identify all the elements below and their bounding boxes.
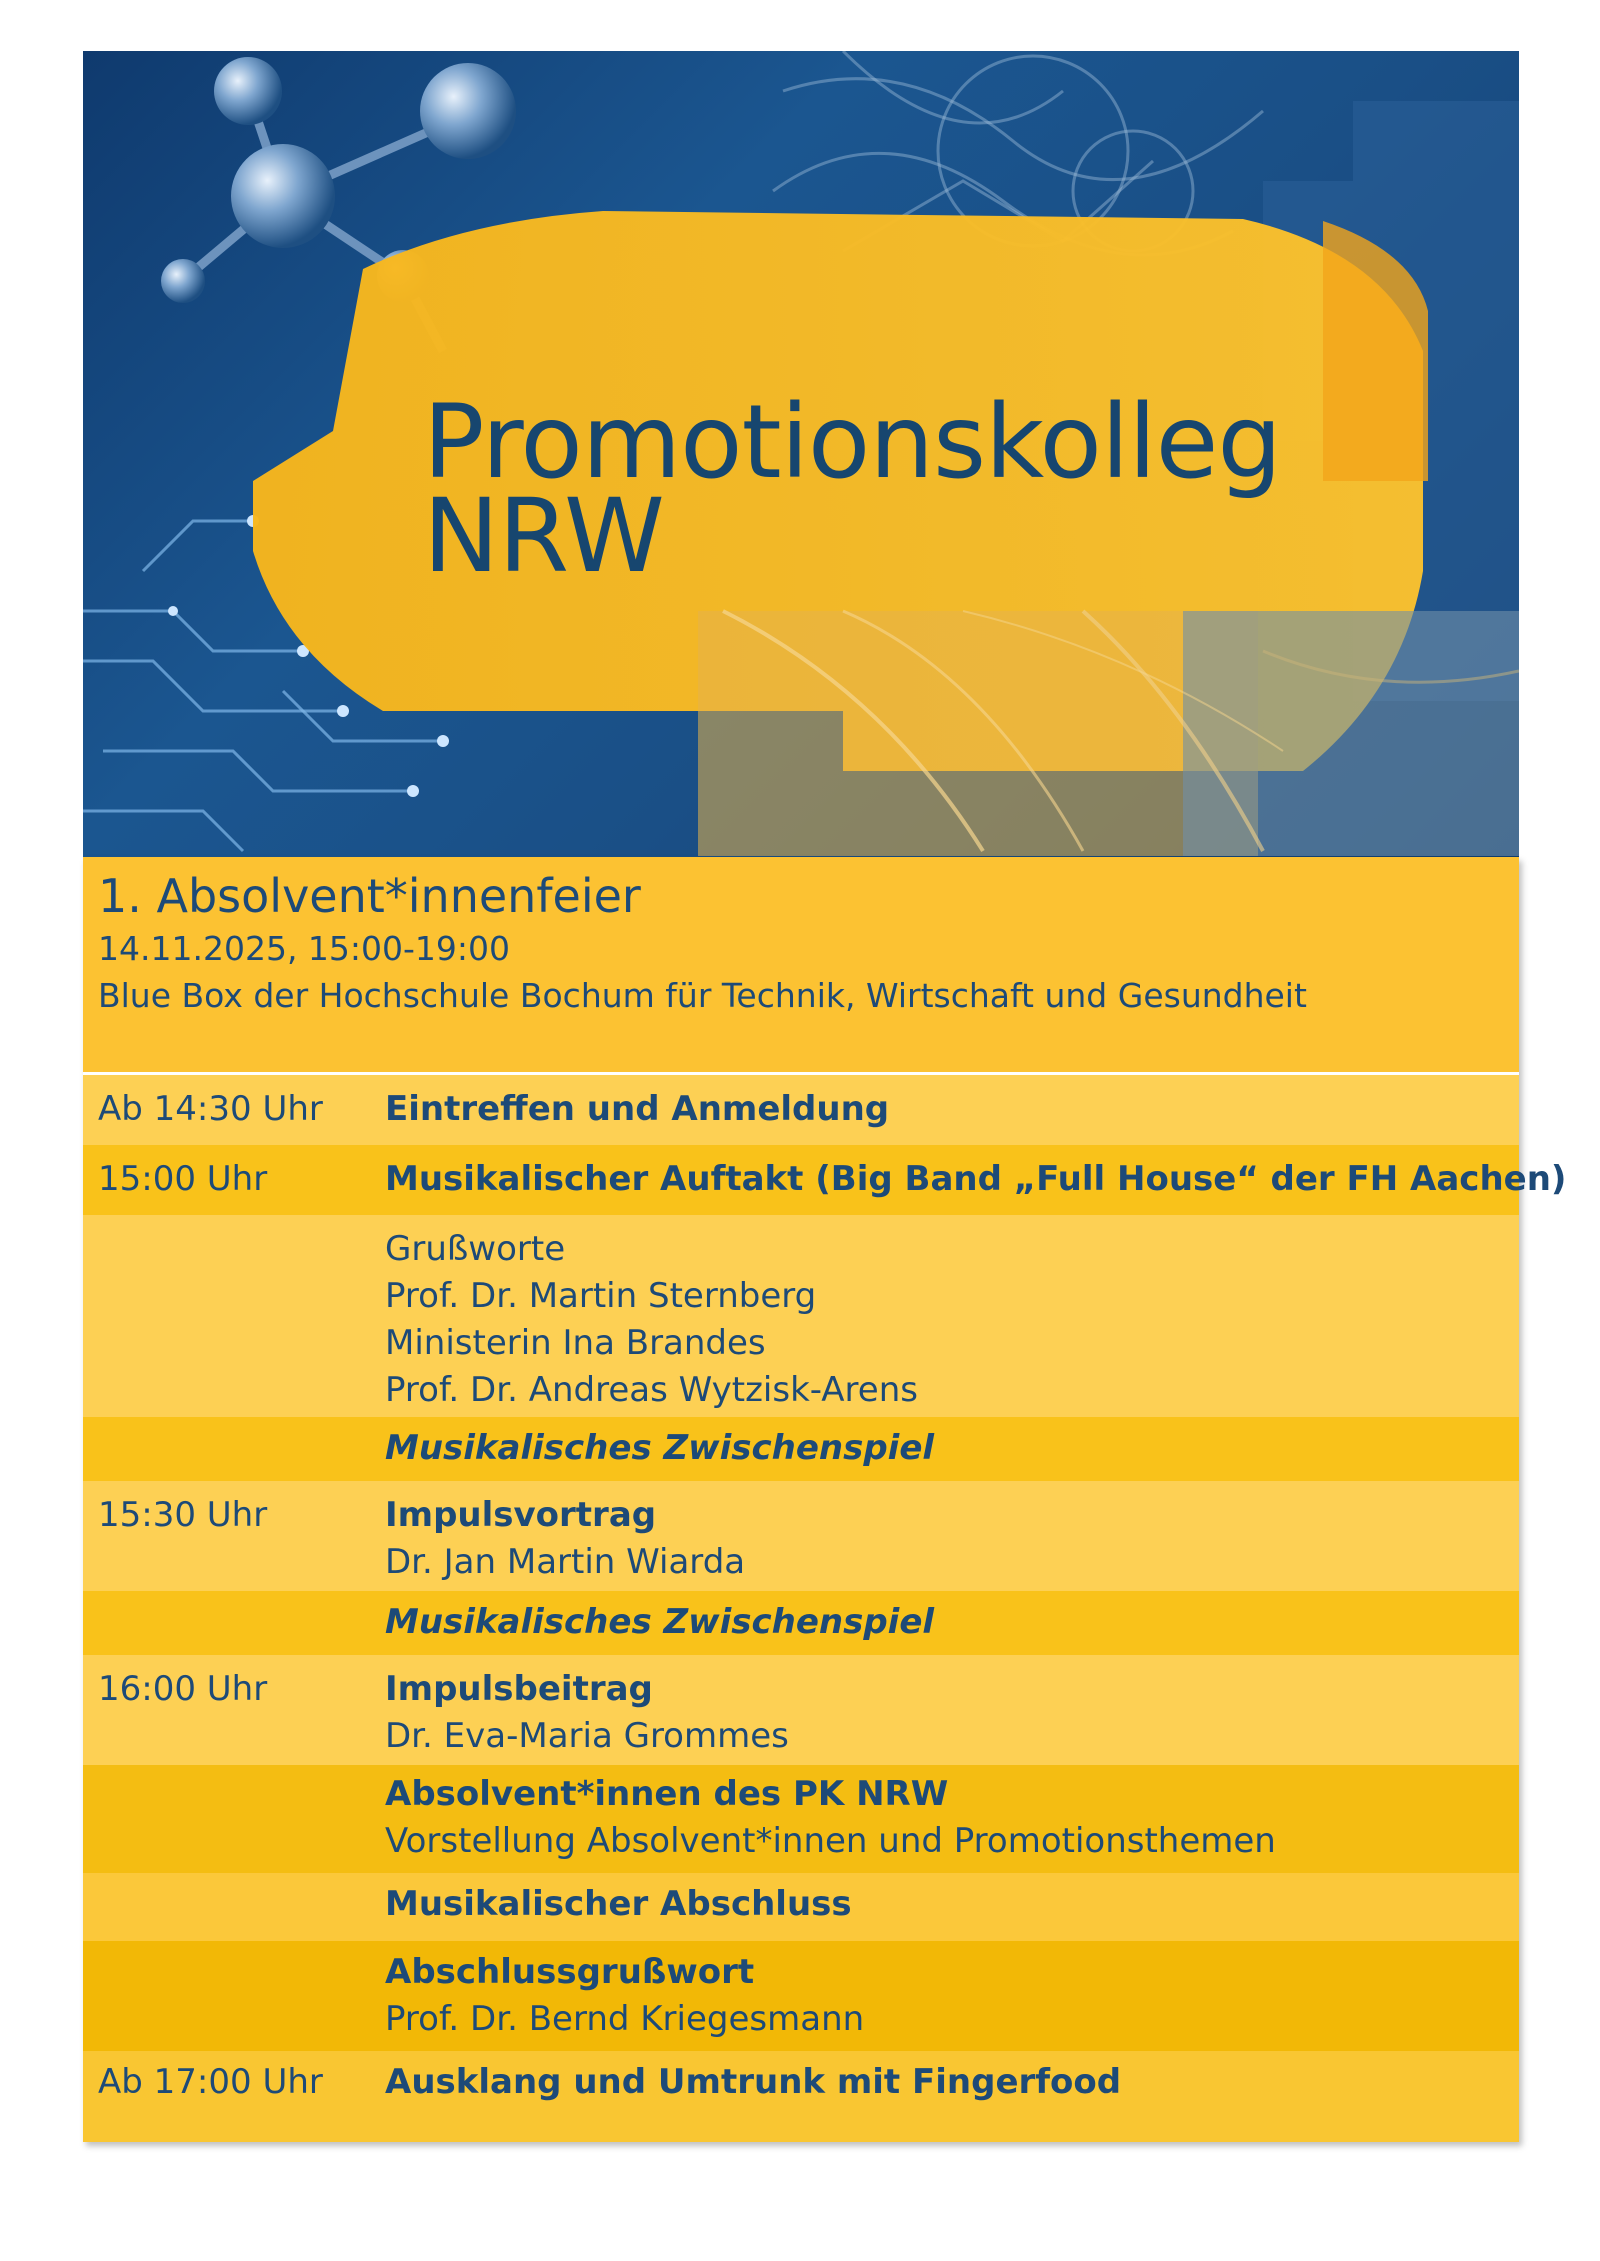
schedule-time: 15:00 Uhr	[98, 1159, 268, 1199]
schedule-detail	[385, 1881, 852, 1928]
schedule-detail	[385, 1771, 1276, 1865]
schedule-time: 15:30 Uhr	[98, 1495, 268, 1535]
schedule-detail	[385, 1226, 918, 1414]
schedule-detail-line: Dr. Eva-Maria Grommes	[385, 1716, 789, 1756]
event-location: Blue Box der Hochschule Bochum für Technik, Wirtschaft und Gesundheit	[98, 976, 1307, 1015]
schedule-detail	[385, 1599, 934, 1646]
schedule-detail-line: Prof. Dr. Martin Sternberg	[385, 1276, 817, 1316]
schedule-title: Impulsvortrag	[385, 1495, 657, 1535]
schedule-row	[83, 1145, 1567, 1215]
schedule-row	[83, 1941, 1519, 2051]
program-panel	[83, 857, 1567, 2142]
schedule-detail	[385, 1086, 889, 1133]
schedule-row	[83, 1075, 1519, 1145]
schedule-title: Eintreffen und Anmeldung	[385, 1089, 890, 1129]
schedule-detail	[385, 1492, 745, 1586]
leaf-texture	[698, 611, 1519, 856]
schedule-row	[83, 1873, 1519, 1941]
schedule-row	[83, 1417, 1519, 1481]
banner-title	[423, 383, 1282, 596]
event-title: 1. Absolvent*innenfeier	[98, 869, 641, 923]
header-banner	[83, 51, 1519, 857]
schedule-row	[83, 1655, 1519, 1765]
schedule-row	[83, 1215, 1519, 1417]
schedule-row	[83, 1481, 1519, 1591]
schedule-title: Musikalisches Zwischenspiel	[385, 1428, 935, 1468]
schedule-title: Absolvent*innen des PK NRW	[385, 1774, 949, 1814]
schedule-title: Musikalischer Abschluss	[385, 1884, 852, 1924]
schedule-time: Ab 14:30 Uhr	[98, 1089, 323, 1129]
schedule-title: Musikalischer Auftakt (Big Band „Full House“ der FH Aachen)	[385, 1159, 1567, 1199]
event-date: 14.11.2025, 15:00-19:00	[98, 929, 511, 968]
schedule-detail-line: Dr. Jan Martin Wiarda	[385, 1542, 746, 1582]
schedule-title: Impulsbeitrag	[385, 1669, 653, 1709]
schedule-title: Ausklang und Umtrunk mit Fingerfood	[385, 2062, 1122, 2102]
schedule-title: Abschlussgrußwort	[385, 1952, 755, 1992]
event-header	[83, 857, 1519, 1075]
banner-title-line-1: Promotionskolleg	[423, 383, 1282, 502]
schedule-detail-line: Prof. Dr. Andreas Wytzisk-Arens	[385, 1370, 918, 1410]
schedule-detail	[385, 1156, 1566, 1203]
schedule-detail-line: Ministerin Ina Brandes	[385, 1323, 766, 1363]
schedule-detail	[385, 1949, 864, 2043]
schedule-time: Ab 17:00 Uhr	[98, 2062, 323, 2102]
schedule-detail	[385, 2059, 1121, 2106]
schedule-row	[83, 1765, 1519, 1873]
schedule-detail-line: Prof. Dr. Bernd Kriegesmann	[385, 1999, 865, 2039]
schedule-detail-line: Grußworte	[385, 1229, 566, 1269]
schedule-row	[83, 2051, 1519, 2142]
schedule-detail-line: Vorstellung Absolvent*innen und Promotionsthemen	[385, 1821, 1276, 1861]
schedule-row	[83, 1591, 1519, 1655]
schedule-title: Musikalisches Zwischenspiel	[385, 1602, 935, 1642]
schedule-time: 16:00 Uhr	[98, 1669, 268, 1709]
schedule-detail	[385, 1666, 789, 1760]
schedule-detail	[385, 1425, 934, 1472]
banner-title-line-2: NRW	[423, 477, 664, 596]
